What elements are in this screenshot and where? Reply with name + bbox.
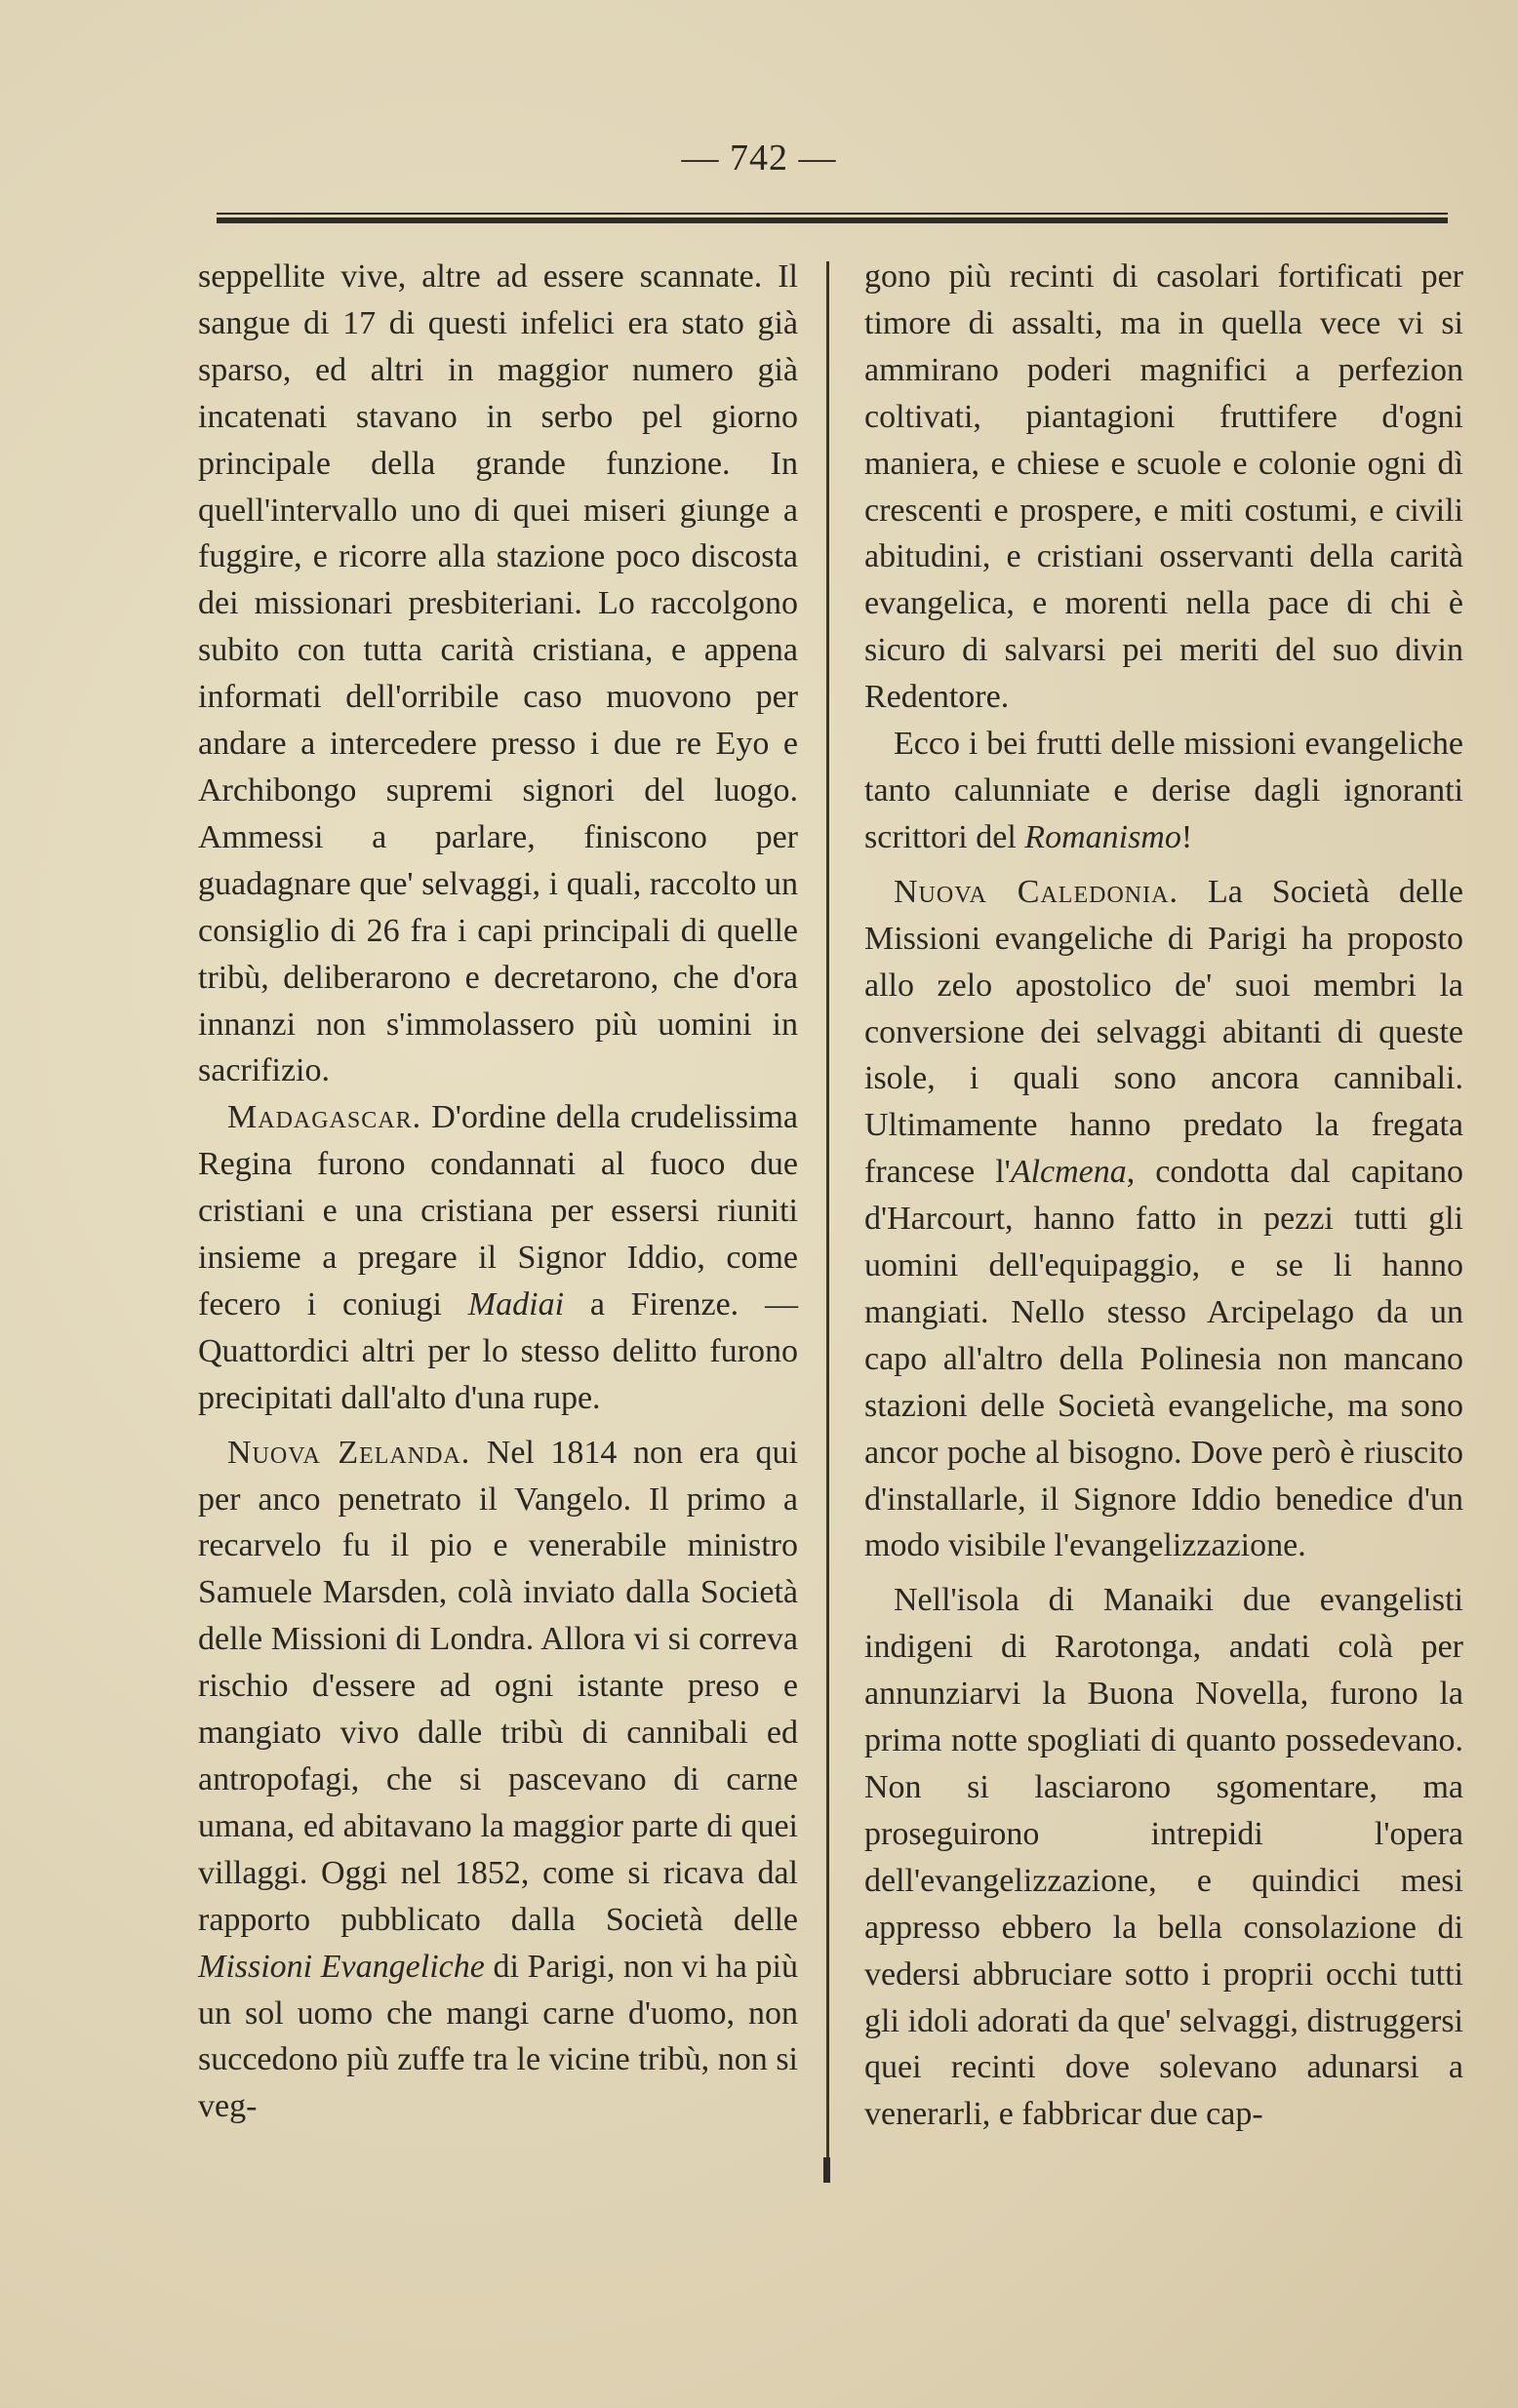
section-heading: Madagascar.: [227, 1099, 422, 1136]
paragraph-nuova-zelanda: Nuova Zelanda. Nel 1814 non era qui per anco penetrato il Vangelo. Il primo a recarvelo fu il pio e venerabile ministro Samuele Marsden, colà inviato dalla Società delle Missioni di Londra. Allora vi si correva rischio d'essere ad ogni istante preso e mangiato vivo dalle tribù di cannibali ed antropofagi, che si pascevano di carne umana, ed abitavano la maggior parte di quei villaggi. Oggi nel 1852, come si ricava dal rapporto pubblicato dalla Società delle Missioni Evangeliche di Parigi, non vi ha più un sol uomo che mangi carne d'uomo, non succedono più zuffe tra le vicine tribù, non si veg-: [198, 1434, 798, 2125]
paragraph: seppellite vive, altre ad essere scannate. Il sangue di 17 di questi infelici era stato già sparso, ed altri in maggior numero già incatenati stavano in serbo pel giorno principale della grande funzione. In quell'intervallo uno di quei miseri giunge a fuggire, e ricorre alla stazione poco discosta dei missionari presbiteriani. Lo raccolgono subito con tutta carità cristiana, e appena informati dell'orribile caso muovono per andare a intercedere presso i due re Eyo e Archibongo supremi signori del luogo. Ammessi a parlare, finiscono per guadagnare que' selvaggi, i quali, raccolto un consiglio di 26 fra i capi principali di quelle tribù, deliberarono e decretarono, che d'ora innanzi non s'immolassero più uomini in sacrifizio.: [198, 258, 798, 1089]
column-divider: [826, 261, 829, 2177]
header-rule: [217, 213, 1448, 223]
right-column: [864, 254, 1463, 2138]
left-column: [198, 254, 798, 2130]
section-heading: Nuova Caledonia.: [894, 873, 1178, 910]
paragraph: Ecco i bei frutti delle missioni evangeliche tanto calunniate e derise dagli ignoranti scrittori del Romanismo!: [864, 726, 1463, 855]
section-heading: Nuova Zelanda.: [227, 1434, 471, 1471]
page-number: — 742 —: [681, 138, 837, 178]
paragraph-madagascar: Madagascar. D'ordine della crudelissima Regina furono condannati al fuoco due cristiani e una cristiana per essersi riuniti insieme a pregare il Signor Iddio, come fecero i coniugi Madiai a Firenze. — Quattordici altri per lo stesso delitto furono precipitati dall'alto d'una rupe.: [198, 1099, 798, 1416]
paragraph-nuova-caledonia: Nuova Caledonia. La Società delle Missioni evangeliche di Parigi ha proposto allo zelo apostolico de' suoi membri la conversione dei selvaggi abitanti di queste isole, i quali sono ancora cannibali. Ultimamente hanno predato la fregata francese l'Alcmena, condotta dal capitano d'Harcourt, hanno fatto in pezzi tutti gli uomini dell'equipaggio, e se li hanno mangiati. Nello stesso Arcipelago da un capo all'altro della Polinesia non mancano stazioni delle Società evangeliche, ma sono ancor poche al bisogno. Dove però è riuscito d'installarle, il Signore Iddio benedice d'un modo visibile l'evangelizzazione.: [864, 873, 1464, 1564]
paragraph: Nell'isola di Manaiki due evangelisti indigeni di Rarotonga, andati colà per annunziarvi la Buona Novella, furono la prima notte spogliati di quanto possedevano. Non si lasciarono sgomentare, ma proseguirono intrepidi l'opera dell'evangelizzazione, e quindici mesi appresso ebbero la bella consolazione di vedersi abbruciare sotto i proprii occhi tutti gli idoli adorati da que' selvaggi, distruggersi quei recinti dove solevano adunarsi a venerarli, e fabbricar due cap-: [864, 1582, 1463, 2133]
paragraph: gono più recinti di casolari fortificati per timore di assalti, ma in quella vece vi si ammirano poderi magnifici a perfezion coltivati, piantagioni fruttifere d'ogni maniera, e chiese e scuole e colonie ogni dì crescenti e prospere, e miti costumi, e civili abitudini, e cristiani osservanti della carità evangelica, e morenti nella pace di chi è sicuro di salvarsi pei meriti del suo divin Redentore.: [864, 258, 1463, 716]
